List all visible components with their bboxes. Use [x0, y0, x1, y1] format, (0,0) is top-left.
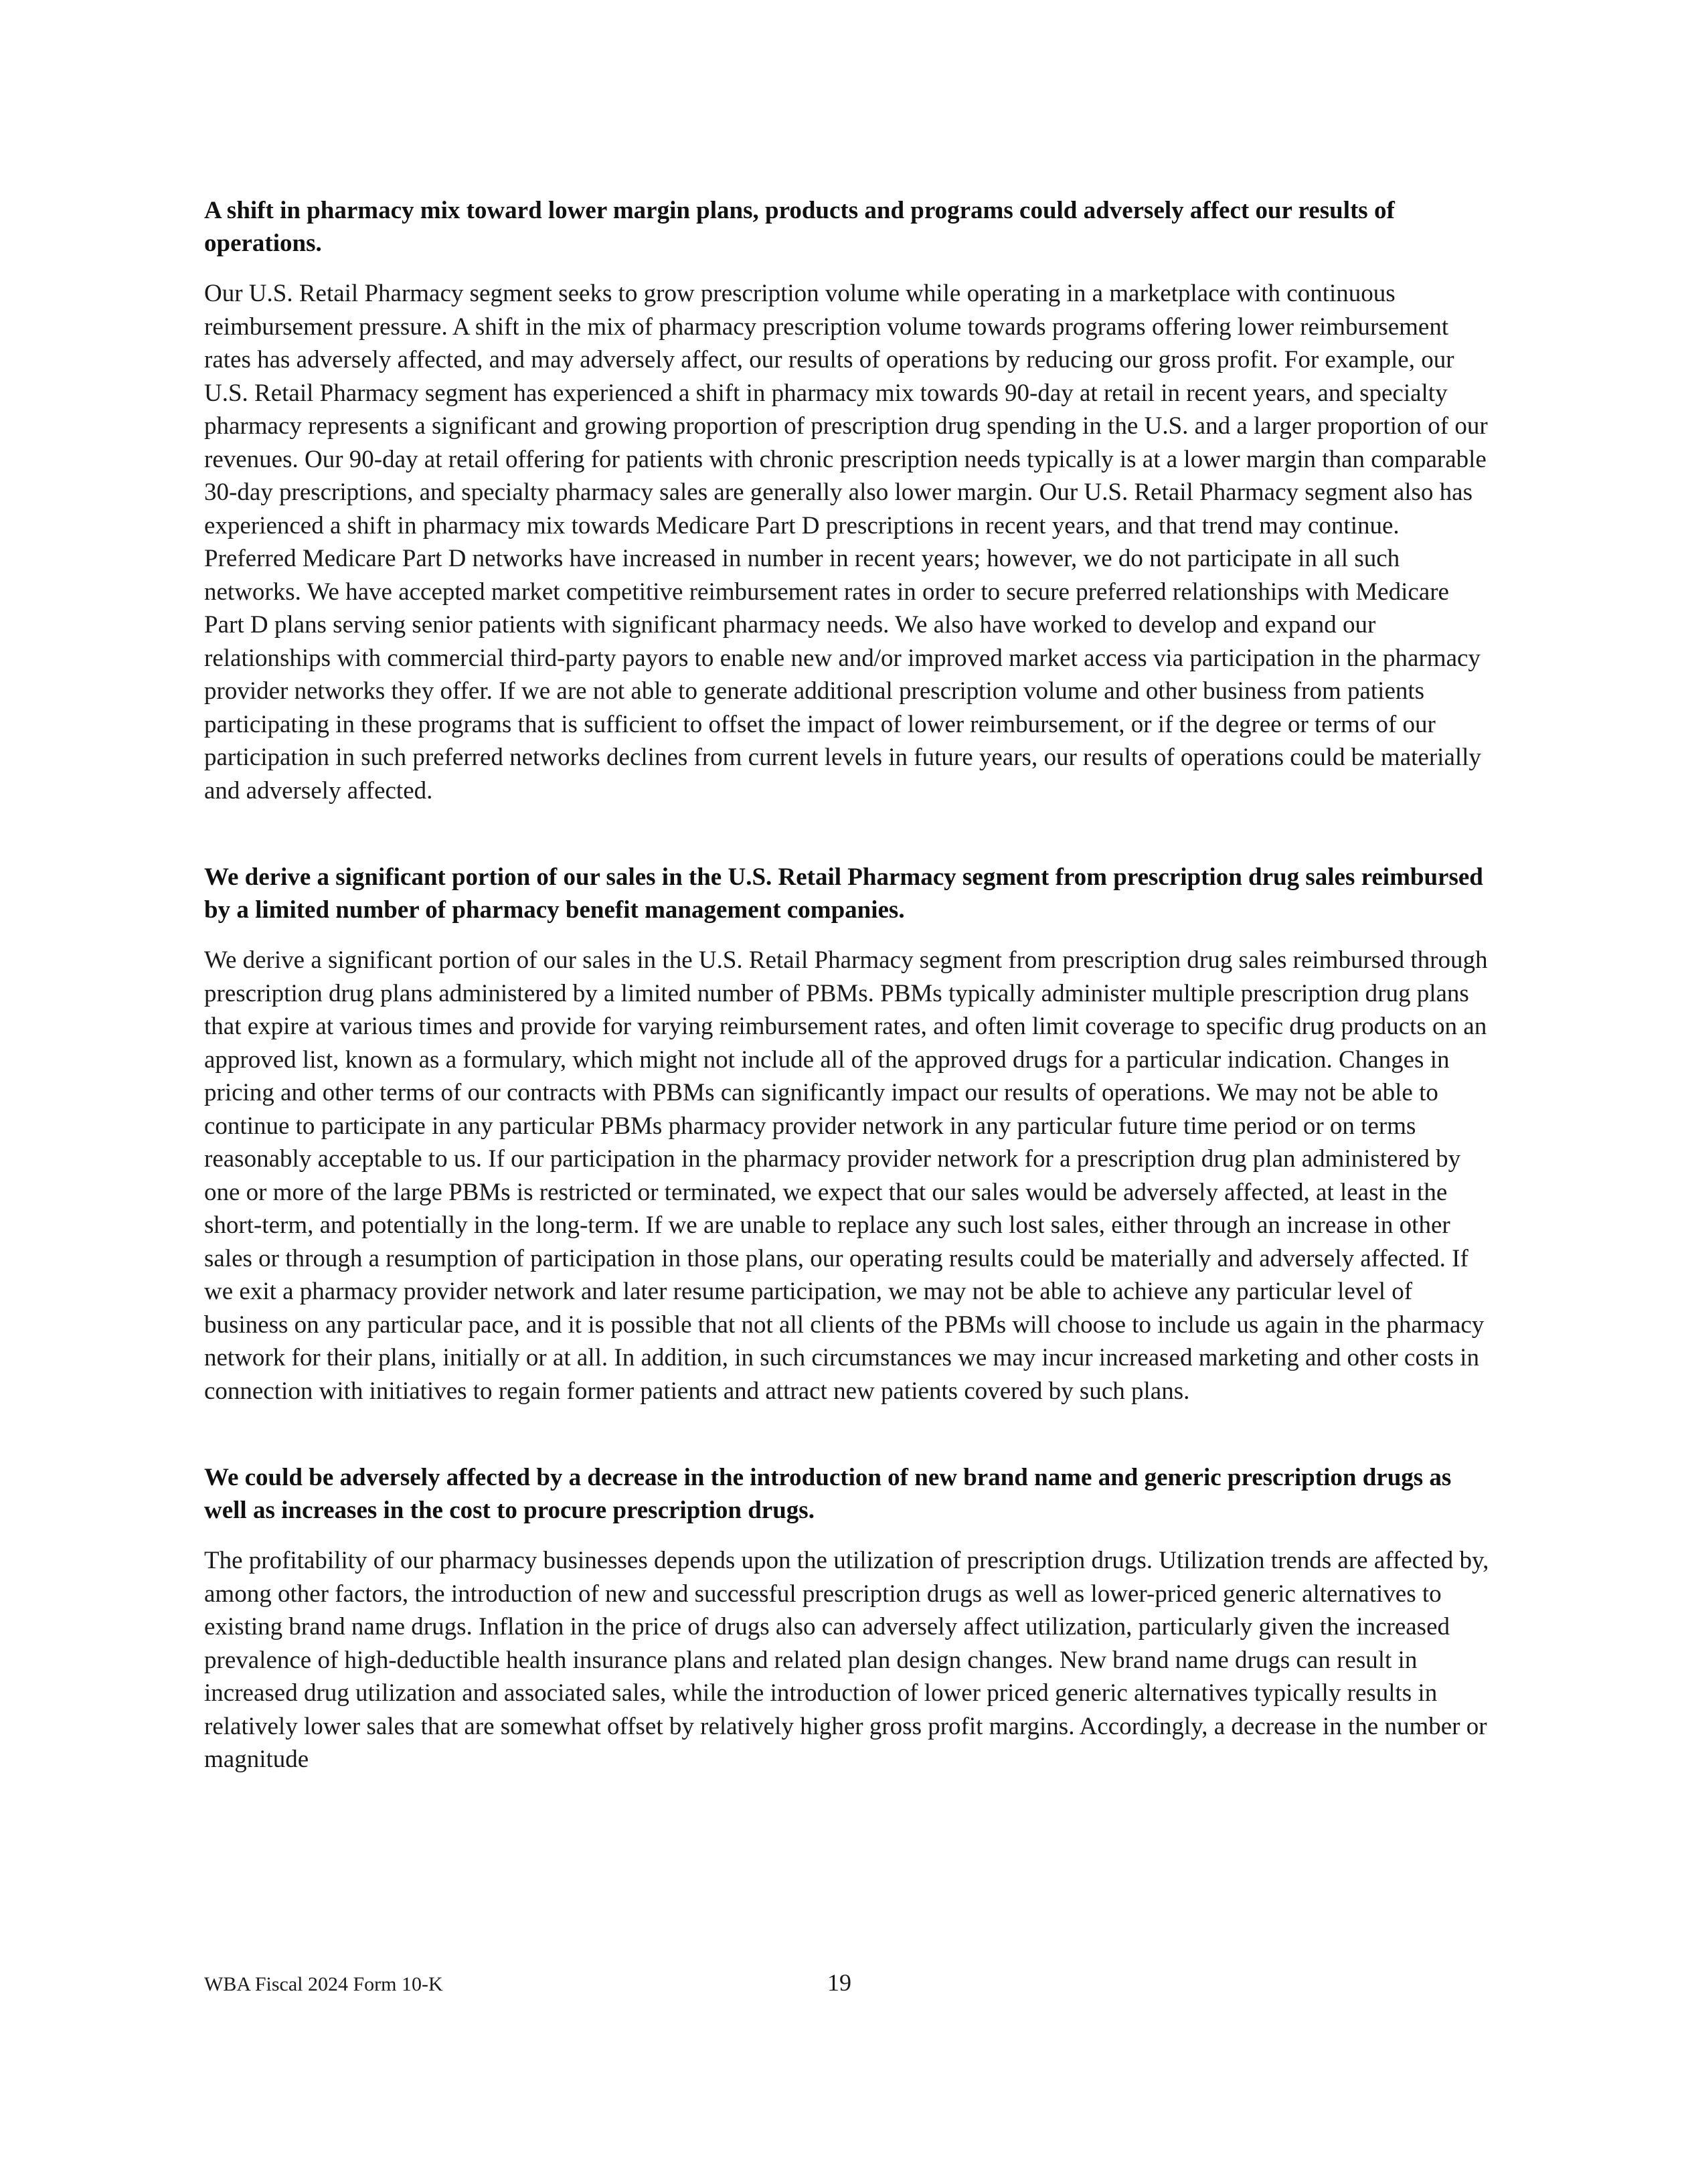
section-paragraph: Our U.S. Retail Pharmacy segment seeks to grow prescription volume while operating in a marketplace with continuous reimbursement pressure. A shift in the mix of pharmacy prescription volume towards programs offering lower reimbursement rates has adversely affected, and may adversely affect, our results of operations by reducing our gross profit. For example, our U.S. Retail Pharmacy segment has experienced a shift in pharmacy mix towards 90-day at retail in recent years, and specialty pharmacy represents a significant and growing proportion of prescription drug spending in the U.S. and a larger proportion of our revenues. Our 90-day at retail offering for patients with chronic prescription needs typically is at a lower margin than comparable 30-day prescriptions, and specialty pharmacy sales are generally also lower margin. Our U.S. Retail Pharmacy segment also has experienced a shift in pharmacy mix towards Medicare Part D prescriptions in recent years, and that trend may continue. Preferred Medicare Part D networks have increased in number in recent years; however, we do not participate in all such networks. We have accepted market competitive reimbursement rates in order to secure preferred relationships with Medicare Part D plans serving senior patients with significant pharmacy needs. We also have worked to develop and expand our relationships with commercial third-party payors to enable new and/or improved market access via participation in the pharmacy provider networks they offer. If we are not able to generate additional prescription volume and other business from patients participating in these programs that is sufficient to offset the impact of lower reimbursement, or if the degree or terms of our participation in such preferred networks declines from current levels in future years, our results of operations could be materially and adversely affected.	[204, 280, 1488, 805]
footer-document-label: WBA Fiscal 2024 Form 10-K	[204, 1973, 443, 1995]
section-pbm-reimbursement	[204, 861, 1489, 1408]
page-number: 19	[827, 1969, 851, 1996]
section-paragraph: The profitability of our pharmacy businesses depends upon the utilization of prescription drugs. Utilization trends are affected by, among other factors, the introduction of new and successful prescription drugs as well as lower-priced generic alternatives to existing brand name drugs. Inflation in the price of drugs also can adversely affect utilization, particularly given the increased prevalence of high-deductible health insurance plans and related plan design changes. New brand name drugs can result in increased drug utilization and associated sales, while the introduction of lower priced generic alternatives typically results in relatively lower sales that are somewhat offset by relatively higher gross profit margins. Accordingly, a decrease in the number or magnitude	[204, 1547, 1489, 1773]
section-pharmacy-mix	[204, 194, 1489, 807]
section-heading: We derive a significant portion of our sales in the U.S. Retail Pharmacy segment from prescription drug sales reimbursed by a limited number of pharmacy benefit management companies.	[204, 863, 1483, 924]
section-heading: A shift in pharmacy mix toward lower margin plans, products and programs could adversely affect our results of operations.	[204, 197, 1395, 257]
section-heading: We could be adversely affected by a decrease in the introduction of new brand name and generic prescription drugs as well as increases in the cost to procure prescription drugs.	[204, 1464, 1452, 1524]
section-paragraph: We derive a significant portion of our sales in the U.S. Retail Pharmacy segment from prescription drug sales reimbursed through prescription drug plans administered by a limited number of PBMs. PBMs typically administer multiple prescription drug plans that expire at various times and provide for varying reimbursement rates, and often limit coverage to specific drug products on an approved list, known as a formulary, which might not include all of the approved drugs for a particular indication. Changes in pricing and other terms of our contracts with PBMs can significantly impact our results of operations. We may not be able to continue to participate in any particular PBMs pharmacy provider network in any particular future time period or on terms reasonably acceptable to us. If our participation in the pharmacy provider network for a prescription drug plan administered by one or more of the large PBMs is restricted or terminated, we expect that our sales would be adversely affected, at least in the short-term, and potentially in the long-term. If we are unable to replace any such lost sales, either through an increase in other sales or through a resumption of participation in those plans, our operating results could be materially and adversely affected. If we exit a pharmacy provider network and later resume participation, we may not be able to achieve any particular level of business on any particular pace, and it is possible that not all clients of the PBMs will choose to include us again in the pharmacy network for their plans, initially or at all. In addition, in such circumstances we may incur increased marketing and other costs in connection with initiatives to regain former patients and attract new patients covered by such plans.	[204, 946, 1488, 1405]
section-drug-introduction	[204, 1461, 1489, 1776]
document-body	[204, 194, 1489, 1776]
